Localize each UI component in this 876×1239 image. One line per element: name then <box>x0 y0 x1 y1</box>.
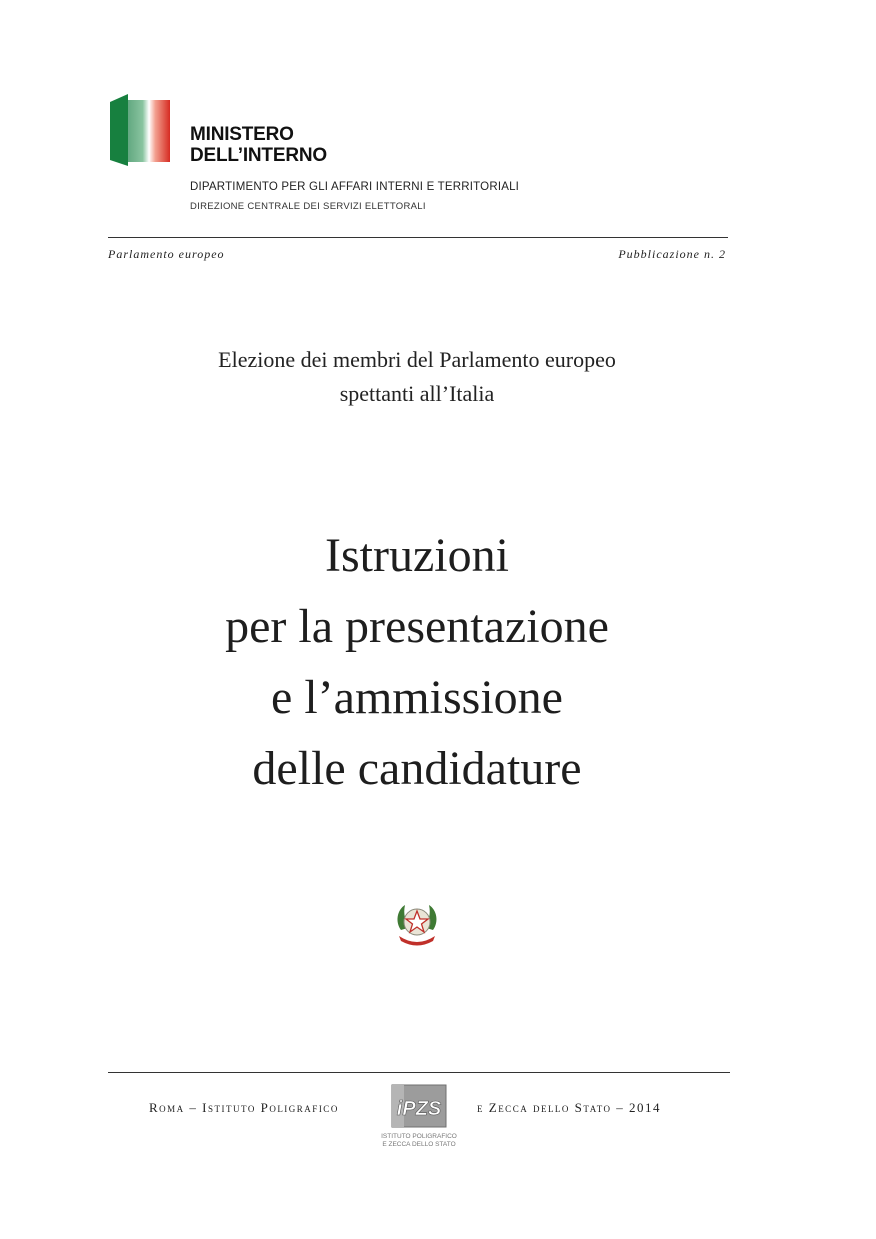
footer-publisher-left: Roma – Istituto Poligrafico <box>149 1100 339 1115</box>
department-name: DIPARTIMENTO PER GLI AFFARI INTERNI E TERRITORIALI <box>190 181 520 193</box>
title-line2: per la presentazione <box>225 600 609 653</box>
ministry-name-line2: DELL’INTERNO <box>190 145 327 166</box>
ipzs-caption-line2: E ZECCA DELLO STATO <box>382 1141 456 1148</box>
document-title <box>0 520 834 804</box>
ipzs-caption-line1: ISTITUTO POLIGRAFICO <box>381 1133 457 1140</box>
ministry-flag-logo <box>108 92 172 168</box>
italian-republic-emblem-icon <box>393 900 441 950</box>
subtitle-line1: Elezione dei membri del Parlamento europeo <box>218 347 616 372</box>
header-divider <box>108 237 728 238</box>
ipzs-logo <box>378 1082 460 1152</box>
directorate-name: DIREZIONE CENTRALE DEI SERVIZI ELETTORALI <box>190 201 426 212</box>
footer-divider <box>108 1072 730 1073</box>
ipzs-logo-text: iPZS <box>396 1098 442 1120</box>
ministry-name-line1: MINISTERO <box>190 124 294 145</box>
ministry-name <box>190 124 327 166</box>
series-name: Parlamento europeo <box>108 247 225 261</box>
title-line1: Istruzioni <box>325 529 509 582</box>
publication-number: Pubblicazione n. 2 <box>618 247 726 261</box>
footer-publisher-right: e Zecca dello Stato – 2014 <box>477 1100 662 1115</box>
document-subtitle <box>0 343 834 411</box>
subtitle-line2: spettanti all’Italia <box>339 381 495 406</box>
title-line4: delle candidature <box>252 742 582 795</box>
title-line3: e l’ammissione <box>271 671 563 724</box>
